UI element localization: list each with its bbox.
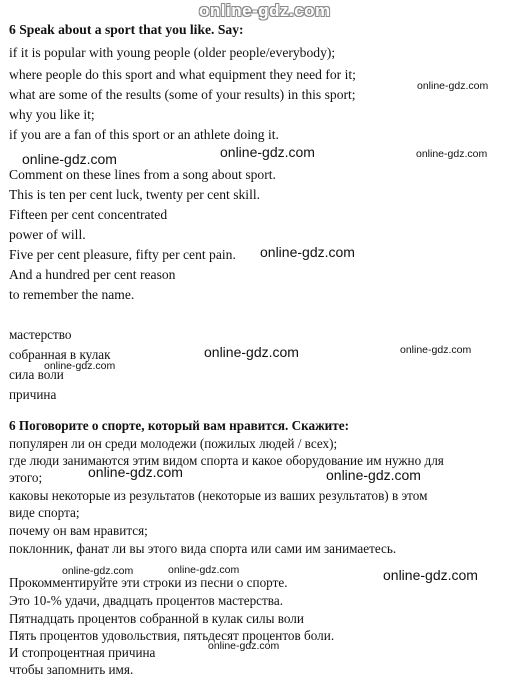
watermark: online-gdz.com: [208, 640, 280, 652]
question-en: what are some of the results (some of your results) in this sport;: [9, 87, 356, 102]
watermark: online-gdz.com: [383, 567, 478, 583]
vocab-item: собранная в кулак: [9, 347, 111, 362]
vocab-item: причина: [9, 387, 57, 402]
song-intro-en: Comment on these lines from a song about sport.: [9, 167, 276, 182]
question-en: if it is popular with young people (older people/everybody);: [9, 45, 336, 60]
song-line-ru: И стопроцентная причина: [9, 645, 156, 660]
question-ru: поклонник, фанат ли вы этого вида спорта или сами им занимаетесь.: [9, 541, 397, 556]
song-line-ru: Пятнадцать процентов собранной в кулак силы воли: [9, 611, 304, 626]
vocab-item: сила воли: [9, 367, 64, 382]
watermark: online-gdz.com: [204, 344, 299, 360]
vocab-item: мастерство: [9, 327, 72, 342]
song-line-ru: чтобы запомнить имя.: [9, 662, 134, 677]
watermark: online-gdz.com: [62, 565, 134, 577]
question-ru: популярен ли он среди молодежи (пожилых людей / всех);: [9, 436, 338, 451]
header-watermark: online-gdz.com: [199, 1, 331, 20]
song-intro-ru: Прокомментируйте эти строки из песни о спорте.: [9, 575, 288, 590]
question-ru: каковы некоторые из результатов (некоторые из ваших результатов) в этом: [9, 488, 428, 503]
question-en: if you are a fan of this sport or an athlete doing it.: [9, 127, 279, 142]
task-title-ru: 6 Поговорите о спорте, который вам нравится. Скажите:: [9, 418, 350, 433]
question-ru: почему он вам нравится;: [9, 523, 148, 538]
song-line-en: And a hundred per cent reason: [9, 267, 176, 282]
question-en: why you like it;: [9, 107, 95, 122]
watermark: online-gdz.com: [326, 467, 421, 483]
song-line-en: Fifteen per cent concentrated: [9, 207, 168, 222]
watermark: online-gdz.com: [44, 360, 116, 372]
task-title-en: 6 Speak about a sport that you like. Say:: [9, 22, 244, 37]
watermark: online-gdz.com: [88, 464, 183, 480]
song-line-en: power of will.: [9, 227, 86, 242]
question-ru: где люди занимаются этим видом спорта и какое оборудование им нужно для: [9, 453, 444, 468]
question-en: where people do this sport and what equipment they need for it;: [9, 67, 356, 82]
watermark: online-gdz.com: [220, 144, 315, 160]
song-line-en: Five per cent pleasure, fifty per cent pain.: [9, 247, 236, 262]
watermark: online-gdz.com: [417, 80, 489, 92]
song-line-en: to remember the name.: [9, 287, 135, 302]
watermark: online-gdz.com: [416, 148, 488, 160]
song-line-ru: Пять процентов удовольствия, пятьдесят процентов боли.: [9, 628, 335, 643]
question-ru: виде спорта;: [9, 505, 80, 520]
watermark: online-gdz.com: [168, 564, 240, 576]
watermark: online-gdz.com: [22, 151, 117, 167]
question-ru: этого;: [9, 470, 43, 485]
watermark: online-gdz.com: [400, 344, 472, 356]
watermark: online-gdz.com: [260, 244, 355, 260]
song-line-en: This is ten per cent luck, twenty per cent skill.: [9, 187, 261, 202]
song-line-ru: Это 10-% удачи, двадцать процентов мастерства.: [9, 593, 284, 608]
